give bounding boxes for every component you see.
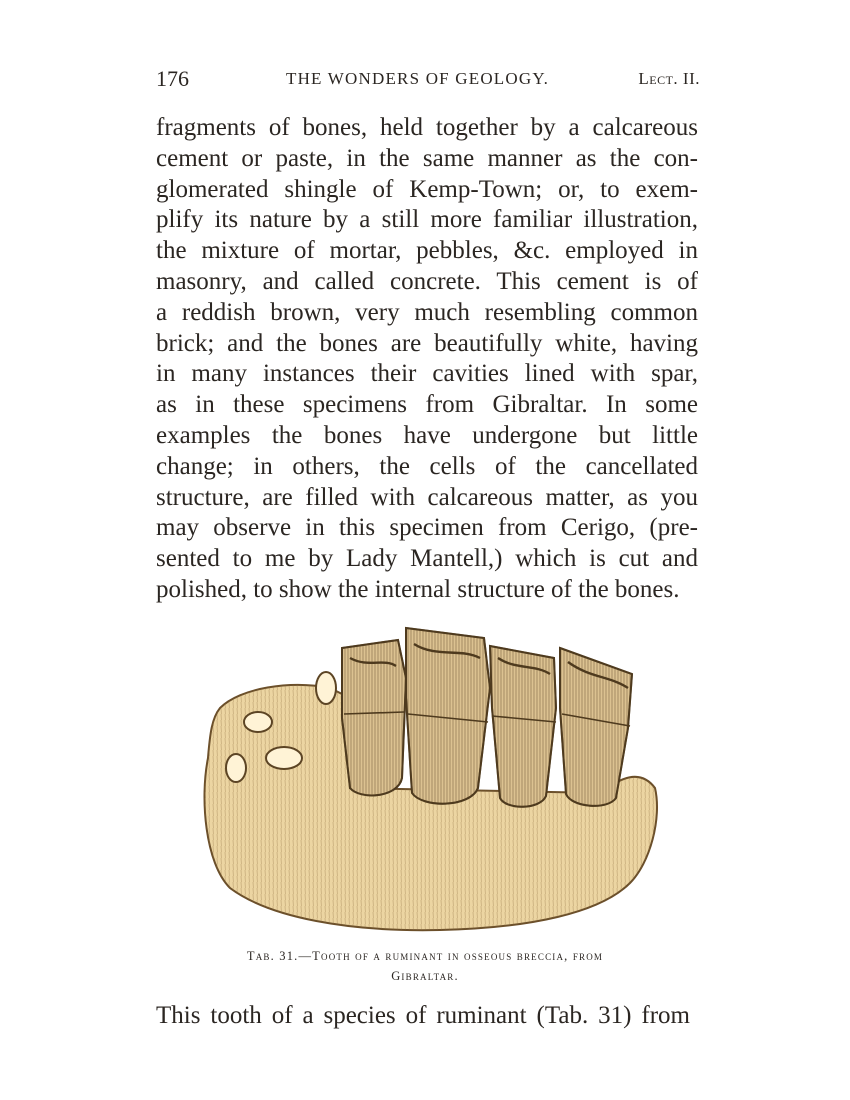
text-line: cement or paste, in the same manner as the con-	[156, 144, 698, 172]
text-line: sented to me by Lady Mantell,) which is cut and	[156, 545, 698, 573]
text-line: structure, are filled with calcareous matter, as you	[156, 483, 698, 511]
text-line: a reddish brown, very much resembling common	[156, 298, 698, 326]
tooth-group	[342, 628, 632, 807]
text-line: masonry, and called concrete. This cement is of	[156, 267, 698, 295]
text-line: plify its nature by a still more familiar illustration,	[156, 206, 698, 234]
caption-line: Tab. 31.—Tooth of a ruminant in osseous breccia, from	[246, 949, 604, 963]
text-line: polished, to show the internal structure of the bones.	[156, 575, 680, 603]
tooth-engraving	[200, 618, 660, 936]
text-line: fragments of bones, held together by a calcareous	[156, 114, 698, 141]
running-title: THE WONDERS OF GEOLOGY.	[286, 69, 550, 88]
page-number: 176	[156, 66, 189, 91]
text-line: may observe in this specimen from Cerigo, (pre-	[156, 514, 698, 542]
text-line: glomerated shingle of Kemp-Town; or, to exem-	[156, 175, 698, 203]
text-line: change; in others, the cells of the cancellated	[156, 452, 698, 480]
running-head	[156, 66, 700, 94]
text-line: This tooth of a species of ruminant (Tab. 31) from	[156, 1002, 690, 1029]
lecture-label: Lect. II.	[638, 69, 700, 88]
text-line: examples the bones have undergone but little	[156, 421, 698, 449]
text-line: in many instances their cavities lined with spar,	[156, 360, 698, 388]
caption-line: Gibraltar.	[391, 969, 459, 983]
body-paragraph	[156, 113, 698, 606]
text-line: as in these specimens from Gibraltar. In some	[156, 391, 698, 419]
text-line: brick; and the bones are beautifully white, having	[156, 329, 698, 357]
figure-caption	[150, 946, 700, 986]
text-line: the mixture of mortar, pebbles, &c. employed in	[156, 237, 698, 265]
